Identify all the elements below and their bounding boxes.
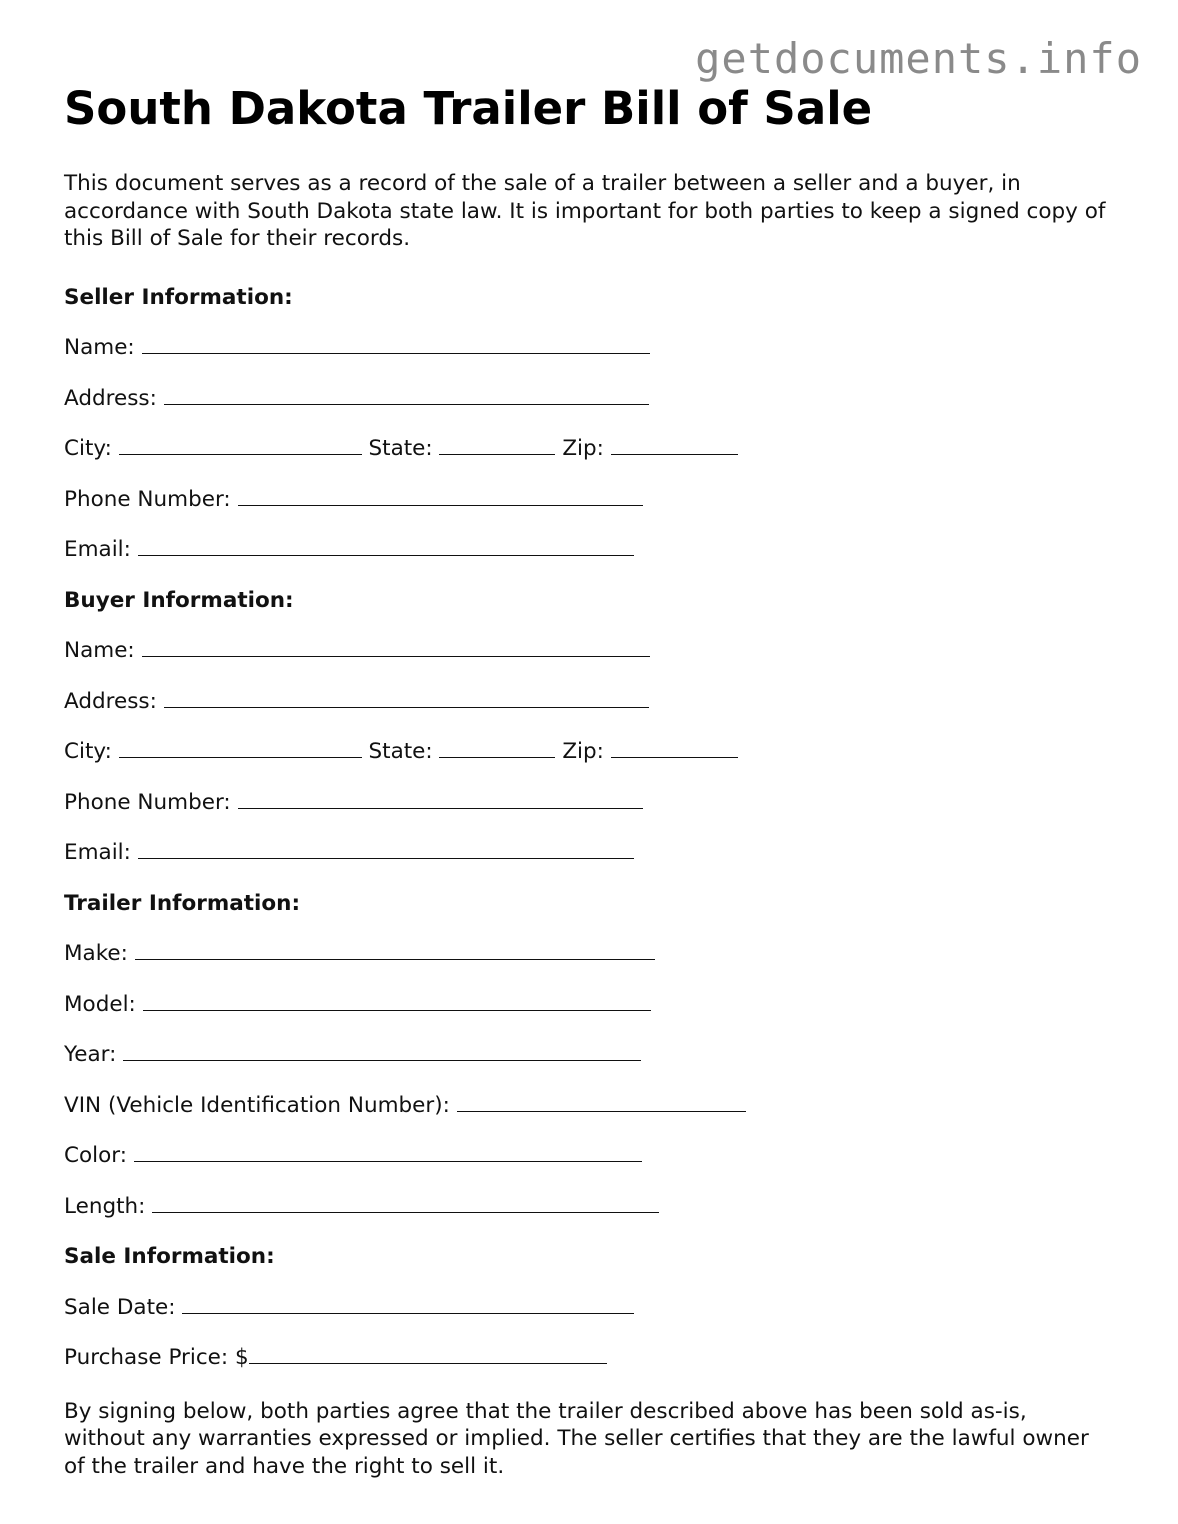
trailer-color-line[interactable]: [134, 1138, 642, 1162]
seller-zip-label: Zip:: [555, 436, 611, 461]
buyer-email-label: Email:: [64, 840, 138, 865]
seller-section-heading: Seller Information:: [64, 284, 293, 310]
buyer-phone-label: Phone Number:: [64, 789, 238, 815]
buyer-email-line[interactable]: [138, 835, 634, 859]
trailer-model-label: Model:: [64, 991, 143, 1017]
trailer-model-field: [64, 986, 1114, 1037]
seller-phone-label: Phone Number:: [64, 486, 238, 512]
buyer-phone-field: [64, 784, 1114, 835]
sale-section-heading: Sale Information:: [64, 1244, 275, 1269]
buyer-email-field: [64, 834, 1114, 885]
trailer-vin-line[interactable]: [457, 1088, 746, 1112]
seller-name-field: [64, 329, 1114, 380]
trailer-length-label: Length:: [64, 1193, 153, 1219]
buyer-address-label: Address:: [64, 688, 164, 714]
trailer-year-line[interactable]: [123, 1037, 641, 1061]
purchase-price-label: Purchase Price: $: [64, 1345, 249, 1370]
sale-date-line[interactable]: [182, 1290, 634, 1314]
trailer-color-label: Color:: [64, 1143, 134, 1168]
closing-paragraph: By signing below, both parties agree that the trailer described above has been sold as-is, without any warranties expressed or implied. The seller certifies that they are the lawful owner of the trailer and have the right to sell it.: [64, 1398, 1089, 1479]
watermark: getdocuments.info: [695, 34, 1142, 83]
buyer-name-line[interactable]: [142, 633, 650, 657]
sale-date-field: [64, 1289, 1114, 1340]
seller-zip-line[interactable]: [611, 431, 738, 455]
seller-address-line[interactable]: [164, 381, 649, 405]
trailer-length-field: [64, 1188, 1114, 1239]
trailer-model-line[interactable]: [143, 987, 651, 1011]
buyer-state-line[interactable]: [439, 734, 555, 758]
seller-state-label: State:: [361, 436, 440, 461]
buyer-address-line[interactable]: [164, 684, 649, 708]
trailer-vin-label: VIN (Vehicle Identification Number):: [64, 1092, 457, 1118]
trailer-length-line[interactable]: [152, 1189, 659, 1213]
buyer-phone-line[interactable]: [238, 785, 643, 809]
document-title: South Dakota Trailer Bill of Sale: [64, 82, 873, 135]
seller-phone-line[interactable]: [238, 482, 643, 506]
buyer-zip-line[interactable]: [611, 734, 738, 758]
seller-city-label: City:: [64, 436, 119, 461]
buyer-state-label: State:: [361, 739, 440, 764]
seller-city-state-zip-field: [64, 430, 1114, 481]
seller-email-field: [64, 531, 1114, 582]
trailer-color-field: [64, 1137, 1114, 1188]
buyer-zip-label: Zip:: [555, 739, 611, 764]
seller-name-line[interactable]: [142, 330, 650, 354]
seller-email-label: Email:: [64, 537, 138, 562]
seller-email-line[interactable]: [138, 532, 634, 556]
trailer-year-field: [64, 1036, 1114, 1087]
seller-phone-field: [64, 481, 1114, 532]
trailer-section-heading: Trailer Information:: [64, 890, 301, 916]
trailer-make-line[interactable]: [135, 936, 655, 960]
trailer-make-field: [64, 935, 1114, 986]
trailer-vin-field: [64, 1087, 1114, 1138]
purchase-price-field: [64, 1339, 1114, 1390]
seller-address-field: [64, 380, 1114, 431]
trailer-make-label: Make:: [64, 941, 135, 966]
purchase-price-line[interactable]: [249, 1340, 607, 1364]
buyer-section-heading: Buyer Information:: [64, 587, 294, 613]
trailer-year-label: Year:: [64, 1042, 124, 1067]
seller-state-line[interactable]: [439, 431, 555, 455]
intro-paragraph: This document serves as a record of the sale of a trailer between a seller and a buyer, in accordance with South Dakota state law. It is important for both parties to keep a signed copy of this Bill of Sale for their records.: [64, 171, 1106, 251]
document-body: [64, 170, 1114, 1480]
buyer-name-label: Name:: [64, 638, 142, 663]
sale-date-label: Sale Date:: [64, 1294, 183, 1320]
seller-address-label: Address:: [64, 385, 164, 411]
seller-city-line[interactable]: [119, 431, 362, 455]
buyer-city-state-zip-field: [64, 733, 1114, 784]
seller-name-label: Name:: [64, 335, 142, 360]
buyer-city-label: City:: [64, 739, 119, 764]
buyer-name-field: [64, 632, 1114, 683]
buyer-city-line[interactable]: [119, 734, 362, 758]
buyer-address-field: [64, 683, 1114, 734]
